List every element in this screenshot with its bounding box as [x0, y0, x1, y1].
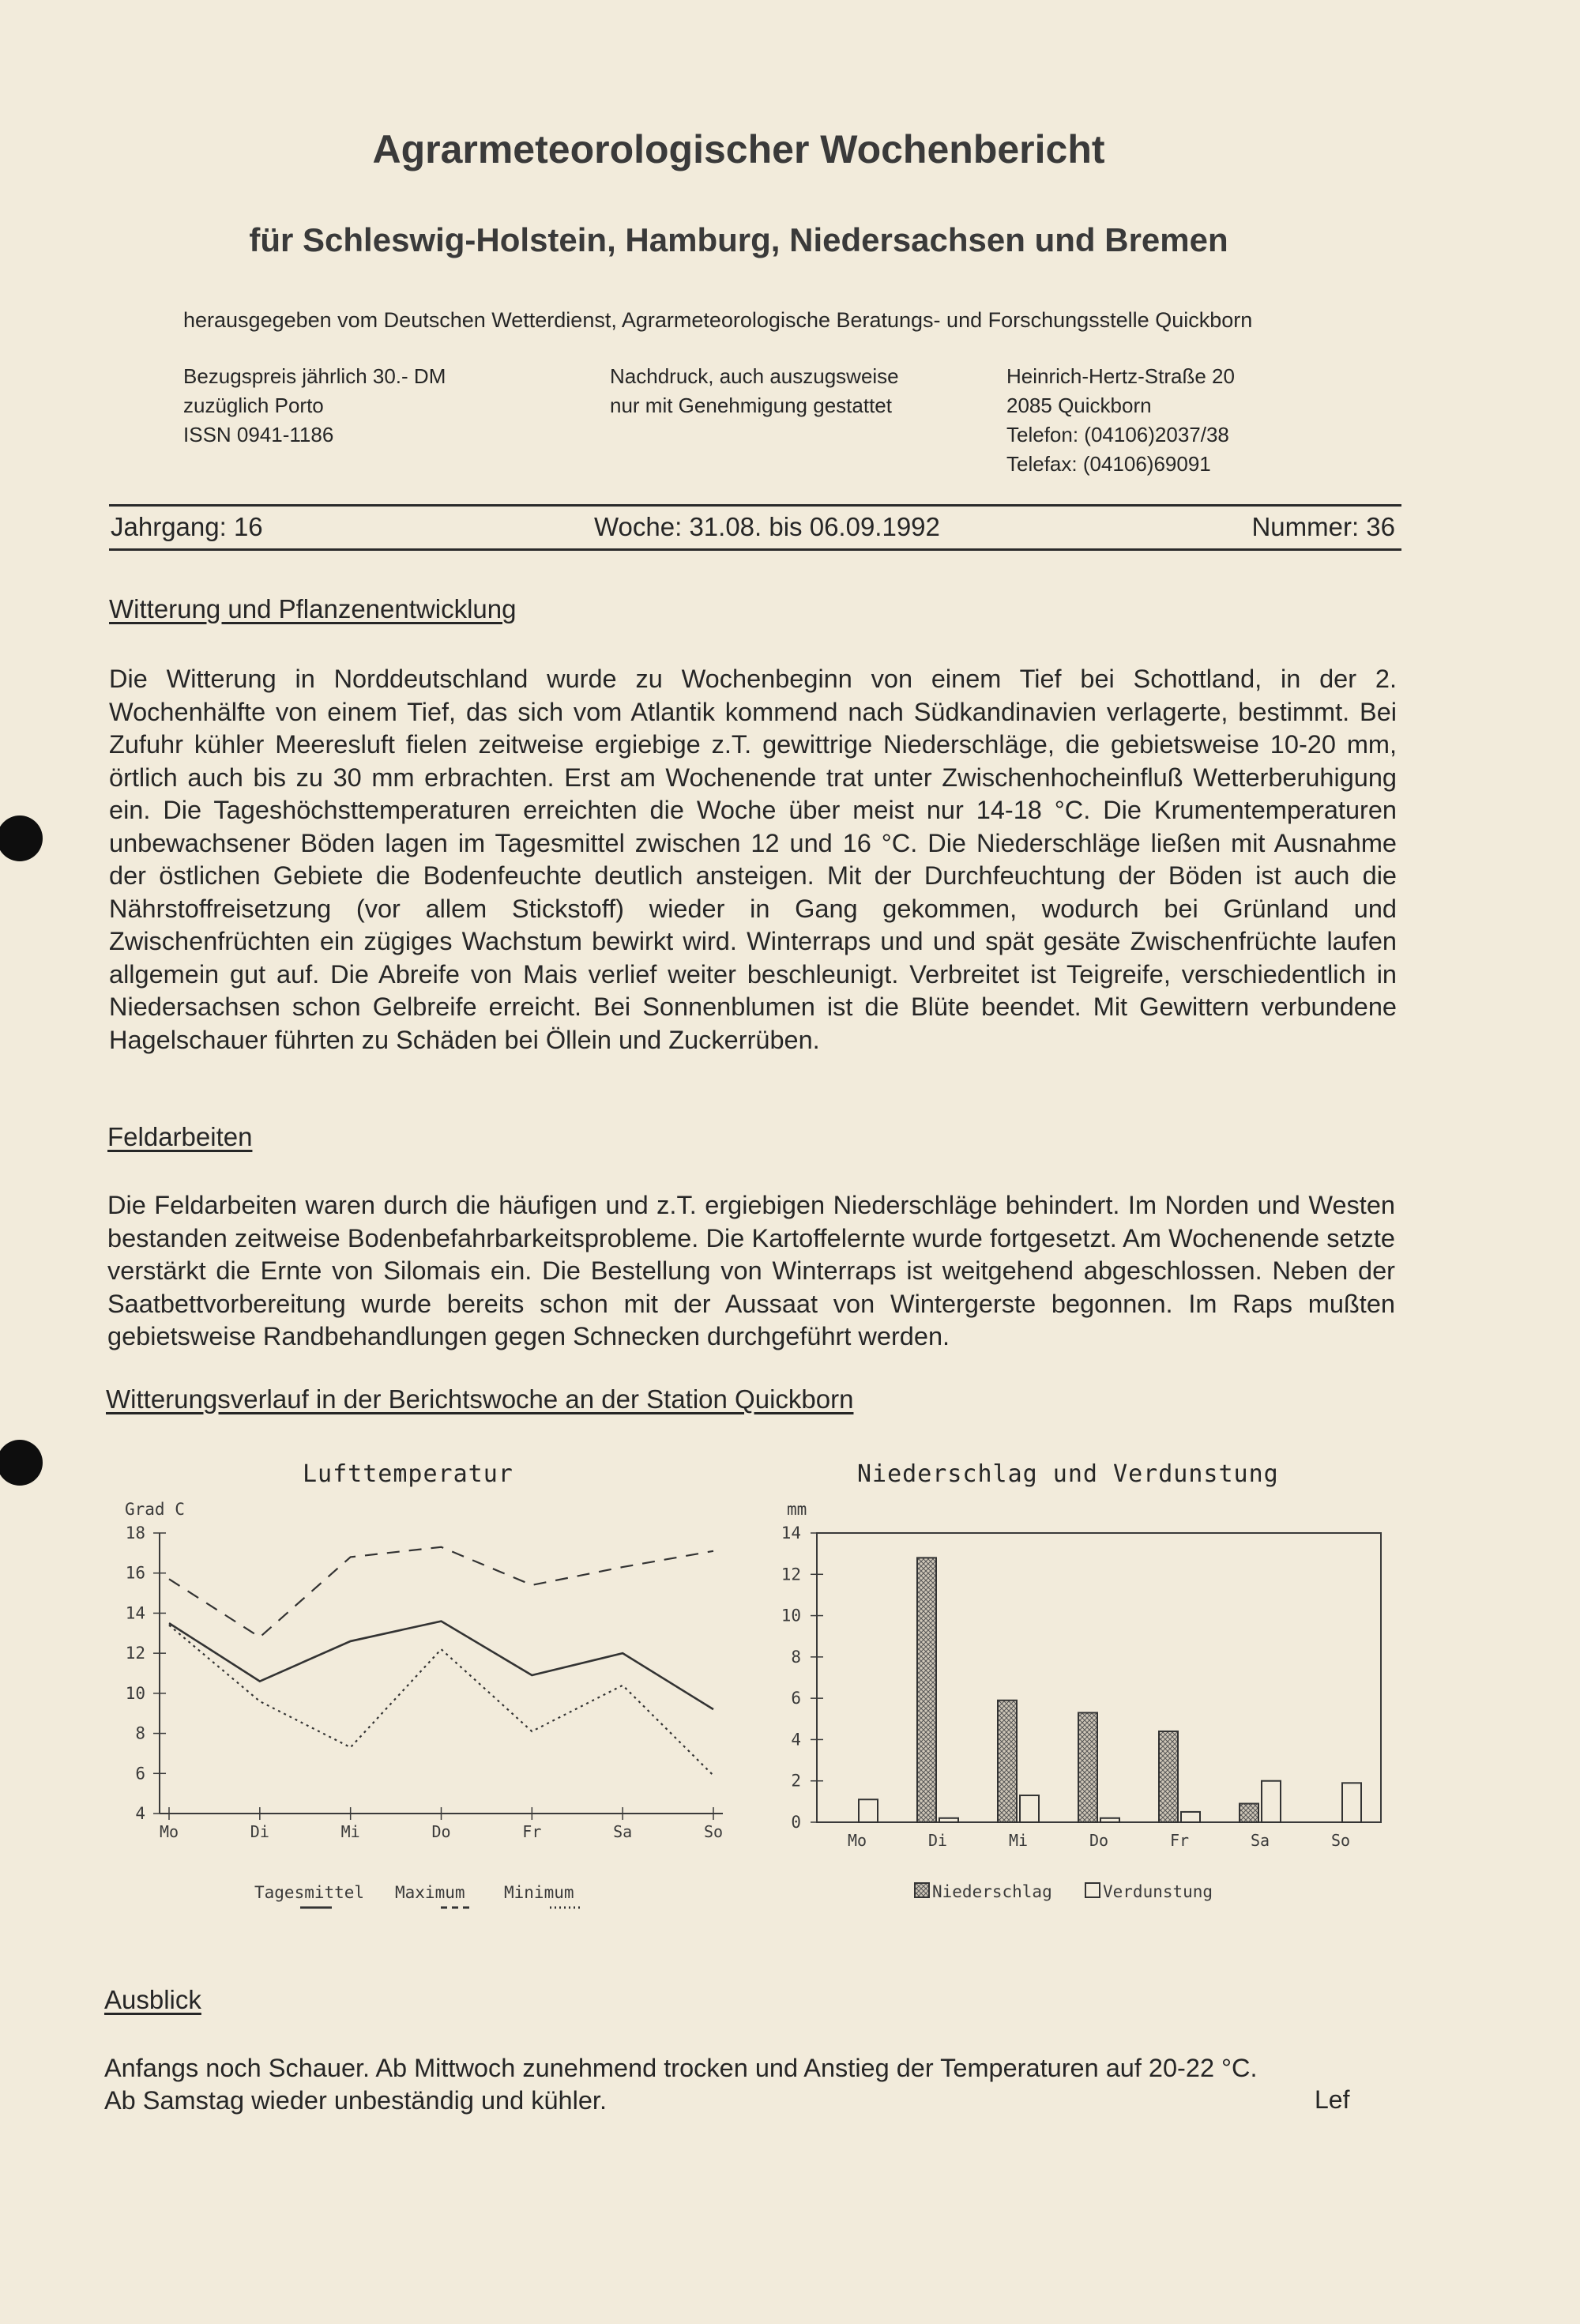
- temperature-legend-label: Minimum: [504, 1883, 574, 1902]
- precipitation-x-tick-label: Fr: [1169, 1831, 1190, 1850]
- fieldwork-text: Die Feldarbeiten waren durch die häufigen und z.T. ergiebigen Niederschläge behindert. Im Norden und Westen bestanden zeitweise Bodenbefahrbarkeitsprobleme. Die Kartoffelernte wurde fortgesetzt. Am Wochenende setzte verstärkt die Ernte von Silomais ein. Die Bestellung von Winterraps ist weitgehend abgeschlossen. Neben der Saatbettvorbereitung wurde bereits schon mit der Aussaat von Wintergerste begonnen. Im Raps mußten gebietsweise Randbehandlungen gegen Schnecken durchgeführt werden.: [107, 1191, 1395, 1350]
- precipitation-legend-label: Verdunstung: [1103, 1882, 1213, 1901]
- precipitation-bar-verdunstung: [1181, 1812, 1200, 1822]
- temperature-y-tick-label: 16: [125, 1563, 145, 1583]
- precipitation-y-tick-label: 10: [781, 1606, 801, 1625]
- precipitation-x-tick-label: Mo: [847, 1831, 867, 1850]
- temperature-x-tick-label: So: [703, 1822, 724, 1841]
- precipitation-y-tick-label: 0: [791, 1813, 801, 1832]
- precipitation-y-tick-label: 6: [791, 1689, 801, 1708]
- precipitation-bar-niederschlag: [1078, 1712, 1097, 1822]
- temperature-chart-title: Lufttemperatur: [303, 1460, 514, 1488]
- reprint-line-1: Nachdruck, auch auszugsweise: [610, 364, 899, 388]
- issue-rule-bottom: [109, 548, 1401, 551]
- outlook-line-1: Anfangs noch Schauer. Ab Mittwoch zunehmend trocken und Anstieg der Temperaturen auf 20-22 °C.: [104, 2054, 1258, 2082]
- precipitation-bar-verdunstung: [859, 1799, 878, 1822]
- precipitation-y-tick-label: 14: [781, 1524, 801, 1542]
- temperature-y-label: Grad C: [125, 1500, 185, 1519]
- precipitation-bar-niederschlag: [998, 1701, 1017, 1822]
- issue-number: Nummer: 36: [1251, 512, 1395, 541]
- fieldwork-heading: Feldarbeiten: [107, 1122, 253, 1151]
- precipitation-legend-swatch: [1085, 1883, 1100, 1897]
- temperature-x-tick-label: Sa: [613, 1822, 633, 1841]
- price-line: Bezugspreis jährlich 30.- DM: [183, 364, 446, 388]
- reprint-line-2: nur mit Genehmigung gestattet: [610, 394, 892, 417]
- reprint-info: [610, 362, 899, 420]
- issue-week: Woche: 31.08. bis 06.09.1992: [594, 512, 940, 541]
- temperature-x-tick-label: Di: [250, 1822, 269, 1841]
- punch-hole-upper: [0, 815, 43, 861]
- station-heading: Witterungsverlauf in der Berichtswoche an der Station Quickborn: [106, 1384, 854, 1414]
- precipitation-y-label: mm: [787, 1500, 807, 1519]
- outlook-line-2: Ab Samstag wieder unbeständig und kühler.: [104, 2086, 607, 2115]
- precipitation-x-tick-label: Mi: [1008, 1831, 1029, 1850]
- temperature-y-tick-label: 12: [125, 1644, 145, 1663]
- postage-line: zuzüglich Porto: [183, 394, 324, 417]
- report-title: Agrarmeteorologischer Wochenbericht: [372, 127, 1105, 171]
- temperature-y-tick-label: 14: [125, 1603, 145, 1623]
- precipitation-x-tick-label: So: [1330, 1831, 1351, 1850]
- precipitation-bar-verdunstung: [1342, 1783, 1361, 1822]
- phone-line: Telefon: (04106)2037/38: [1006, 423, 1229, 446]
- precipitation-bar-niederschlag: [1159, 1731, 1178, 1822]
- temperature-x-tick-label: Fr: [522, 1822, 542, 1841]
- precipitation-legend-swatch: [915, 1883, 929, 1897]
- issue-volume: Jahrgang: 16: [111, 512, 263, 541]
- street-line: Heinrich-Hertz-Straße 20: [1006, 364, 1235, 388]
- precipitation-bar-verdunstung: [1020, 1795, 1039, 1822]
- precipitation-bar-niederschlag: [917, 1557, 936, 1822]
- issue-rule-top: [109, 504, 1401, 507]
- temperature-y-tick-label: 8: [135, 1723, 145, 1743]
- temperature-chart: [0, 1486, 750, 1928]
- precipitation-y-tick-label: 2: [791, 1771, 801, 1791]
- precipitation-bar-niederschlag: [1240, 1803, 1258, 1822]
- temperature-legend-label: Maximum: [395, 1883, 465, 1902]
- temperature-legend-label: Tagesmittel: [254, 1883, 365, 1902]
- punch-hole-lower: [0, 1440, 43, 1486]
- precipitation-legend-label: Niederschlag: [932, 1882, 1052, 1901]
- temperature-series-minimum: [169, 1625, 713, 1776]
- precipitation-bar-verdunstung: [939, 1818, 958, 1822]
- precipitation-y-tick-label: 4: [791, 1730, 801, 1750]
- precipitation-x-tick-label: Di: [927, 1831, 948, 1850]
- temperature-x-tick-label: Mi: [340, 1822, 360, 1841]
- temperature-y-tick-label: 4: [135, 1804, 145, 1823]
- weather-heading: Witterung und Pflanzenentwicklung: [109, 594, 517, 623]
- issn-line: ISSN 0941-1186: [183, 423, 334, 446]
- temperature-y-tick-label: 10: [125, 1683, 145, 1703]
- temperature-y-tick-label: 18: [125, 1524, 145, 1542]
- weather-text: Die Witterung in Norddeutschland wurde zu Wochenbeginn von einem Tief bei Schottland, in der 2. Wochenhälfte von einem Tief, das sich vom Atlantik kommend nach Südkandinavien verlagerte, bestimmt. Bei Zufuhr kühler Meeresluft fielen zeitweise ergiebige z.T. gewittrige Niederschläge, die gebietsweise 10-20 mm, örtlich auch bis zu 30 mm erbrachten. Erst am Wochenende trat unter Zwischenhocheinfluß Wetterberuhigung ein. Die Tageshöchsttemperaturen erreichten die Woche über meist nur 14-18 °C. Die Krumentemperaturen unbewachsener Böden lagen im Tagesmittel zwischen 12 und 16 °C. Die Niederschläge ließen mit Ausnahme der östlichen Gebiete die Bodenfeuchte deutlich ansteigen. Mit der Durchfeuchtung der Böden ist auch die Nährstoffreisetzung (vor allem Stickstoff) wieder in Gang gekommen, wodurch bei Grünland und Zwischenfrüchten ein zügiges Wachstum bewirkt wird. Winterraps und und spät gesäte Zwischenfrüchte laufen allgemein gut auf. Die Abreife von Mais verlief weiter beschleunigt. Verbreitet ist Teigreife, verschiedentlich in Niedersachsen schon Gelbreife erreicht. Bei Sonnenblumen ist die Blüte beendet. Mit Gewittern verbundene Hagelschauer führten zu Schäden bei Öllein und Zuckerrüben.: [109, 665, 1397, 1054]
- report-subtitle: für Schleswig-Holstein, Hamburg, Niedersachsen und Bremen: [249, 221, 1228, 258]
- precipitation-y-tick-label: 8: [791, 1647, 801, 1667]
- address-info: [1006, 362, 1235, 479]
- precipitation-y-tick-label: 12: [781, 1565, 801, 1584]
- fax-line: Telefax: (04106)69091: [1006, 452, 1211, 476]
- temperature-x-tick-label: Do: [431, 1822, 451, 1841]
- precipitation-chart-title: Niederschlag und Verdunstung: [857, 1460, 1279, 1488]
- precipitation-bar-verdunstung: [1262, 1781, 1281, 1822]
- precipitation-x-tick-label: Sa: [1250, 1831, 1270, 1850]
- author-signature: Lef: [1315, 2085, 1350, 2114]
- city-line: 2085 Quickborn: [1006, 394, 1152, 417]
- temperature-series-maximum: [169, 1547, 713, 1637]
- temperature-series-tagesmittel: [169, 1622, 713, 1710]
- price-info: [183, 362, 446, 450]
- temperature-y-tick-label: 6: [135, 1764, 145, 1783]
- temperature-x-tick-label: Mo: [159, 1822, 179, 1841]
- precipitation-bar-verdunstung: [1100, 1818, 1119, 1822]
- precipitation-chart: [750, 1486, 1540, 1928]
- publisher-line: herausgegeben vom Deutschen Wetterdienst, Agrarmeteorologische Beratungs- und Forschungsstelle Quickborn: [183, 308, 1253, 332]
- precipitation-plot-frame: [817, 1533, 1381, 1822]
- precipitation-x-tick-label: Do: [1089, 1831, 1109, 1850]
- outlook-heading: Ausblick: [104, 1985, 201, 2014]
